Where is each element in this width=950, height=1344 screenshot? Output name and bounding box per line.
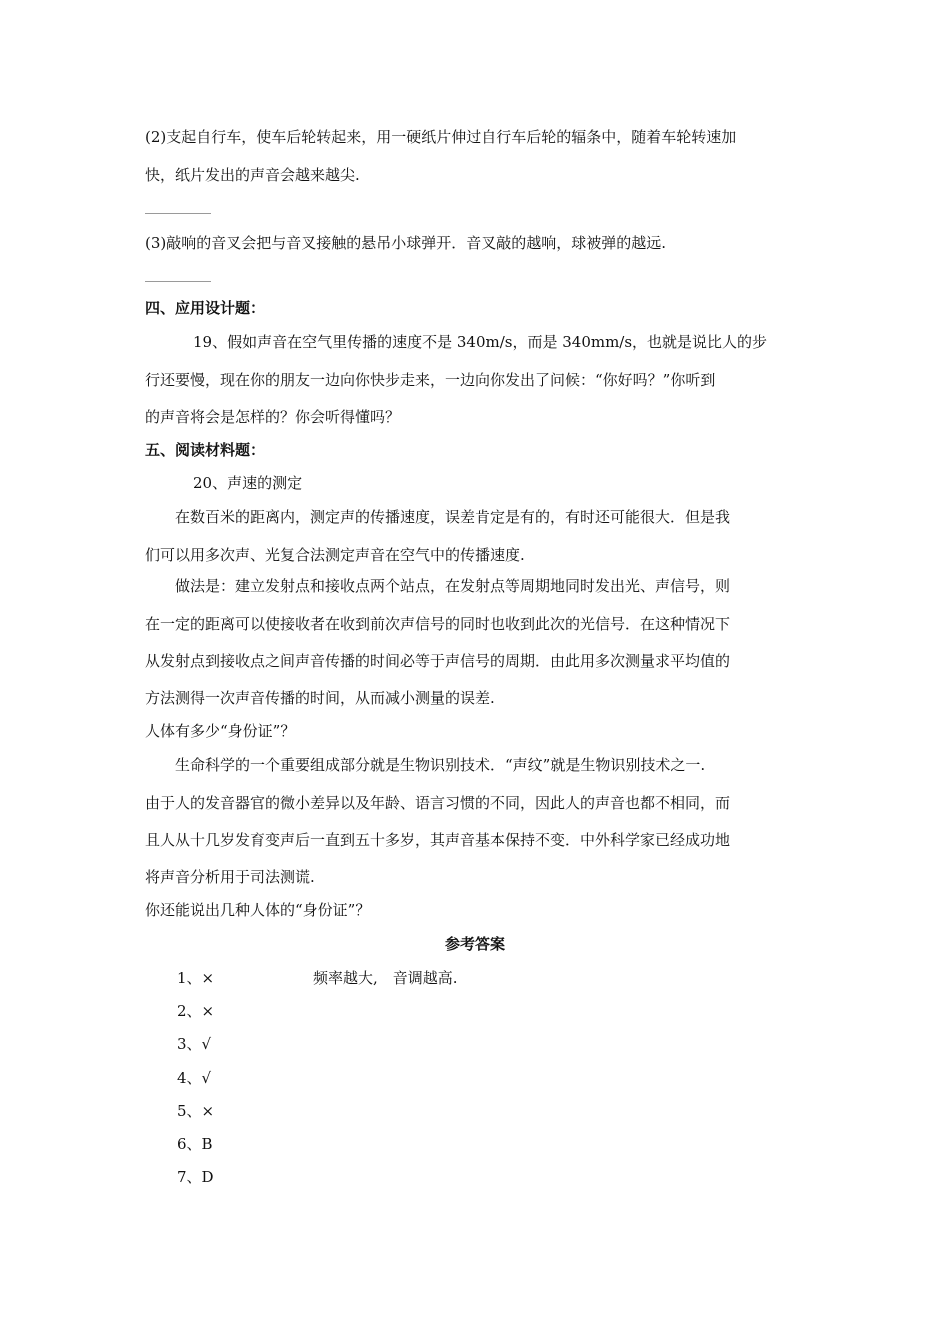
q20-p2-line-1: 做法是：建立发射点和接收点两个站点，在发射点等周期地同时发出光、声信号，则: [175, 577, 731, 595]
q20-p1-line-1: 在数百米的距离内，测定声的传播速度，误差肯定是有的，有时还可能很大．但是我: [175, 508, 731, 526]
answer-blank-line-2: [145, 281, 211, 282]
q20-p1-line-2: 们可以用多次声、光复合法测定声音在空气中的传播速度.: [145, 546, 525, 564]
identity-p1-line-3: 且人从十几岁发育变声后一直到五十多岁，其声音基本保持不变．中外科学家已经成功地: [145, 831, 731, 849]
q19-line-1: 19、假如声音在空气里传播的速度不是 340m/s，而是 340mm/s，也就是说比人的步: [193, 333, 768, 351]
q2-line-1: (2)支起自行车，使车后轮转起来，用一硬纸片伸过自行车后轮的辐条中，随着车轮转速加: [145, 128, 737, 146]
section-5-title: 五、阅读材料题：: [145, 441, 266, 459]
identity-heading: 人体有多少“身份证”？: [145, 722, 296, 740]
section-4-title: 四、应用设计题：: [145, 299, 266, 317]
identity-question: 你还能说出几种人体的“身份证”？: [145, 901, 371, 919]
answer-item-3: 3、√: [177, 1035, 212, 1053]
q20-p2-line-3: 从发射点到接收点之间声音传播的时间必等于声信号的周期．由此用多次测量求平均值的: [145, 652, 731, 670]
answers-title: 参考答案: [444, 935, 505, 953]
answer-item-7: 7、D: [177, 1168, 214, 1186]
q2-line-2: 快，纸片发出的声音会越来越尖.: [145, 166, 360, 184]
identity-p1-line-4: 将声音分析用于司法测谎.: [145, 868, 315, 886]
answer-item-5: 5、×: [177, 1102, 215, 1120]
q20-heading: 20、声速的测定: [193, 474, 303, 492]
q20-p2-line-4: 方法测得一次声音传播的时间，从而减小测量的误差.: [145, 689, 495, 707]
q3-line-1: (3)敲响的音叉会把与音叉接触的悬吊小球弹开．音叉敲的越响，球被弹的越远.: [145, 234, 667, 252]
q19-line-2: 行还要慢，现在你的朋友一边向你快步走来，一边向你发出了问候：“你好吗？”你听到: [145, 371, 716, 389]
identity-p1-line-1: 生命科学的一个重要组成部分就是生物识别技术．“声纹”就是生物识别技术之一.: [175, 756, 706, 774]
answer-blank-line-1: [145, 213, 211, 214]
q20-p2-line-2: 在一定的距离可以使接收者在收到前次声信号的同时也收到此次的光信号．在这种情况下: [145, 615, 731, 633]
answer-item-4: 4、√: [177, 1069, 212, 1087]
identity-p1-line-2: 由于人的发音器官的微小差异以及年龄、语言习惯的不同，因此人的声音也都不相同，而: [145, 794, 731, 812]
answer-item-6: 6、B: [177, 1135, 213, 1153]
q19-line-3: 的声音将会是怎样的？你会听得懂吗？: [145, 408, 401, 426]
answer-item-2: 2、×: [177, 1002, 215, 1020]
answer-item-1: 1、×: [177, 969, 215, 987]
answer-note-1: 频率越大, 音调越高.: [313, 969, 458, 987]
